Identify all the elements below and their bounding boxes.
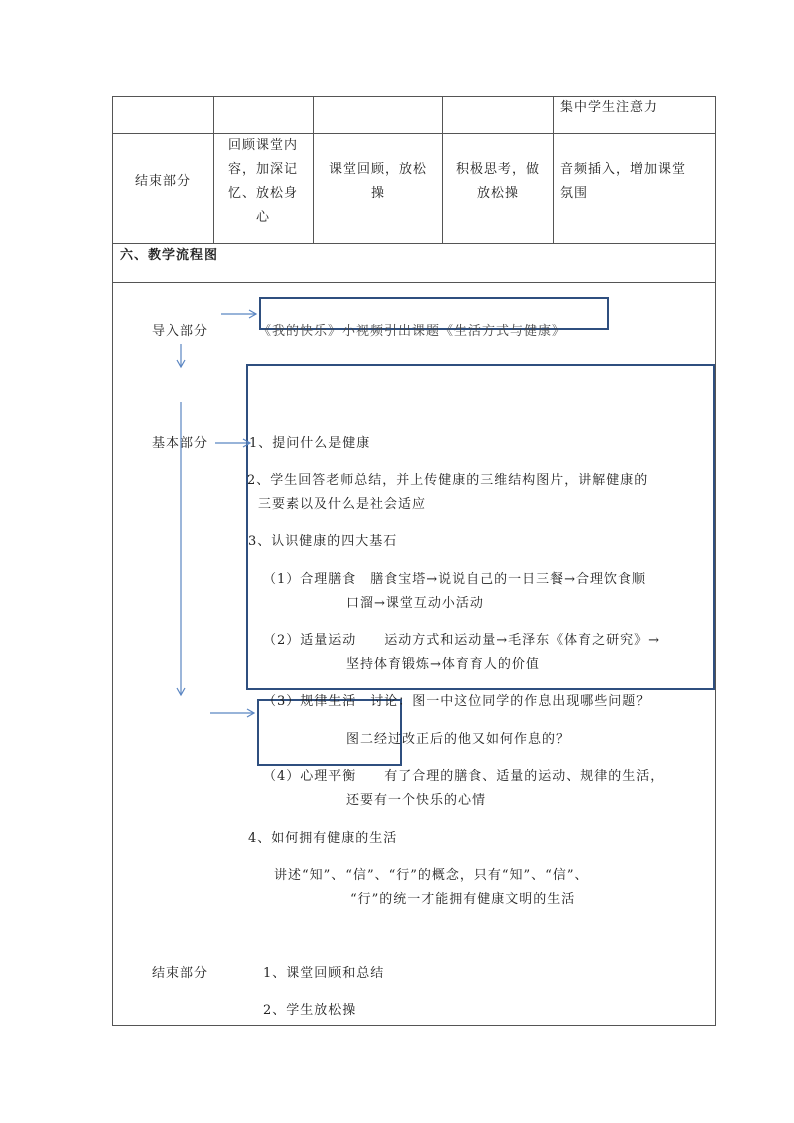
row2-intent-line: 氛围 xyxy=(560,186,589,201)
row2-teacher-line: 操 xyxy=(370,186,385,201)
row2-content-line: 容，加深记 xyxy=(227,162,298,177)
basic-item-3: 3、认识健康的四大基石 xyxy=(248,534,398,549)
basic-item-4: 4、如何拥有健康的生活 xyxy=(248,831,398,846)
sub-item-3-line1: （3）规律生活 讨论：图一中这位同学的作息出现哪些问题？ xyxy=(263,694,651,709)
end-label: 结束部分 xyxy=(152,966,209,981)
flow-heading: 六、教学流程图 xyxy=(120,248,219,263)
item-4-line1: 讲述“知”、“信”、“行”的概念，只有“知”、“信”、 xyxy=(274,868,589,883)
basic-item-2-line1: 2、学生回答老师总结，并上传健康的三维结构图片，讲解健康的 xyxy=(247,473,649,488)
row2-student-line: 积极思考，做 xyxy=(455,162,540,177)
row2-teacher-line: 课堂回顾，放松 xyxy=(328,162,427,177)
row2-student-line: 放松操 xyxy=(476,186,519,201)
item-4-line2: “行”的统一才能拥有健康文明的生活 xyxy=(350,892,576,907)
basic-item-2-line2: 三要素以及什么是社会适应 xyxy=(258,497,427,512)
row2-content-line: 忆、放松身 xyxy=(227,186,298,201)
basic-item-1: 1、提问什么是健康 xyxy=(249,436,371,451)
end-item-2: 2、学生放松操 xyxy=(263,1003,357,1018)
sub-item-4-line1: （4）心理平衡 有了合理的膳食、适量的运动、规律的生活， xyxy=(263,769,665,784)
sub-item-4-line2: 还要有一个快乐的心情 xyxy=(346,793,487,808)
row2-content-line: 回顾课堂内 xyxy=(227,138,298,153)
sub-item-3-line2: 图二经过改正后的他又如何作息的？ xyxy=(346,732,571,747)
sub-item-2-line1: （2）适量运动 运动方式和运动量→毛泽东《体育之研究》→ xyxy=(263,633,661,648)
row1-intent-text: 集中学生注意力 xyxy=(560,100,659,115)
basic-label: 基本部分 xyxy=(152,436,209,451)
row2-content-line: 心 xyxy=(255,210,270,225)
sub-item-2-line2: 坚持体育锻炼→体育育人的价值 xyxy=(346,657,540,672)
intro-label: 导入部分 xyxy=(152,324,209,339)
end-item-1: 1、课堂回顾和总结 xyxy=(263,966,385,981)
row2-intent-line: 音频插入，增加课堂 xyxy=(560,162,687,177)
intro-text: 《我的快乐》小视频引出课题《生活方式与健康》 xyxy=(258,324,567,339)
sub-item-1-line2: 口溜→课堂互动小活动 xyxy=(346,596,484,611)
sub-item-1-line1: （1）合理膳食 膳食宝塔→说说自己的一日三餐→合理饮食顺 xyxy=(263,572,647,587)
row2-section-label: 结束部分 xyxy=(134,174,191,189)
